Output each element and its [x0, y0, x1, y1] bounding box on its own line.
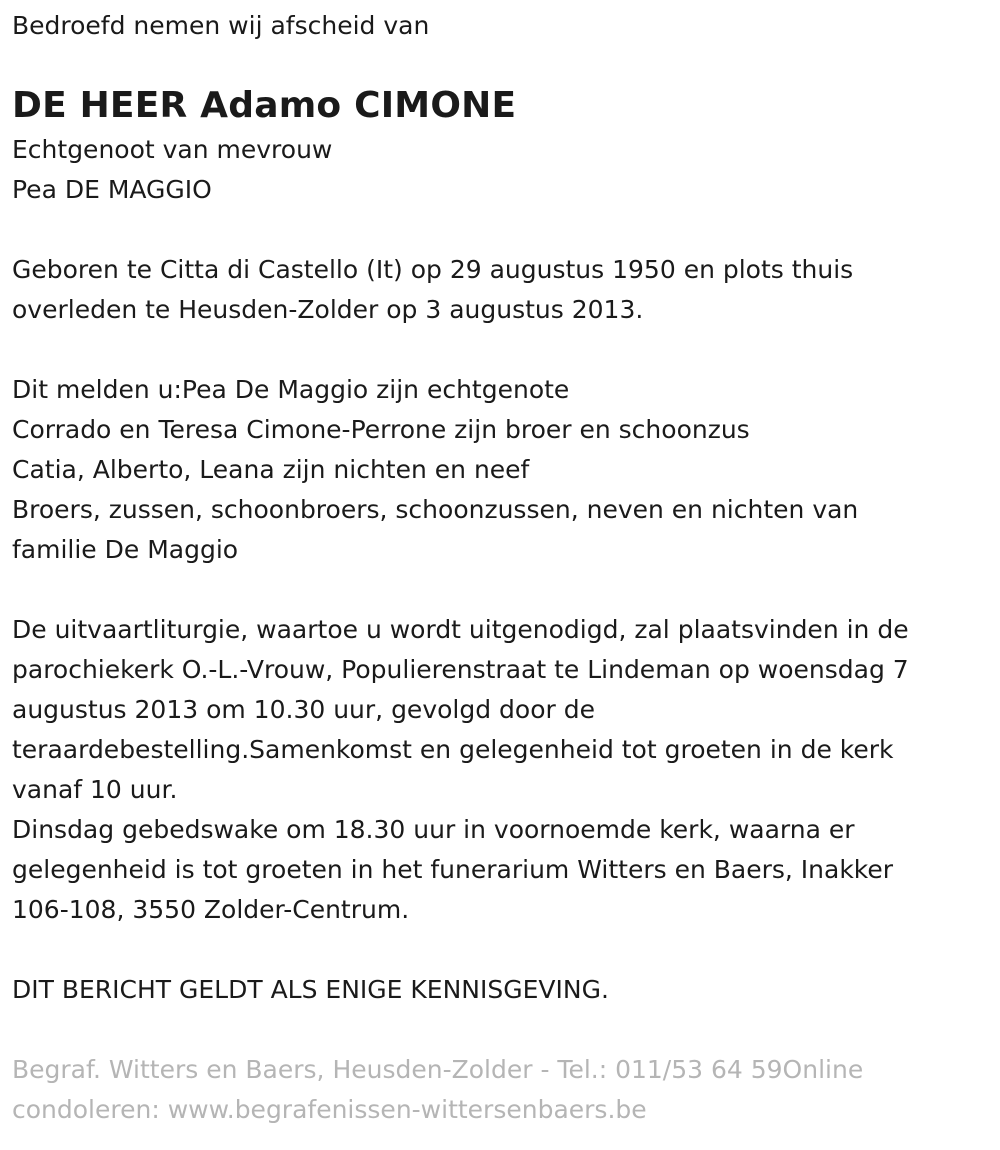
birth-death-line: Geboren te Citta di Castello (It) op 29 augustus 1950 en plots thuis [12, 255, 854, 284]
footer-line: Begraf. Witters en Baers, Heusden-Zolder - Tel.: 011/53 64 59Online [12, 1055, 864, 1084]
funeral-line: vanaf 10 uur. [12, 775, 178, 804]
funeral-section [12, 610, 988, 930]
intro-text: Bedroefd nemen wij afscheid van [12, 11, 430, 40]
deceased-name: DE HEER Adamo CIMONE [12, 85, 517, 126]
footer-section [12, 1050, 988, 1130]
family-line: Catia, Alberto, Leana zijn nichten en neef [12, 455, 530, 484]
family-line: Dit melden u:Pea De Maggio zijn echtgenote [12, 375, 570, 404]
spouse-line: Echtgenoot van mevrouw [12, 135, 333, 164]
footer-line: condoleren: www.begrafenissen-wittersenbaers.be [12, 1095, 647, 1124]
birth-death-section [12, 250, 988, 330]
funeral-line: augustus 2013 om 10.30 uur, gevolgd door de [12, 695, 595, 724]
funeral-line: parochiekerk O.-L.-Vrouw, Populierenstraat te Lindeman op woensdag 7 [12, 655, 909, 684]
birth-death-line: overleden te Heusden-Zolder op 3 augustus 2013. [12, 295, 644, 324]
funeral-line: gelegenheid is tot groeten in het funerarium Witters en Baers, Inakker [12, 855, 894, 884]
spouse-name: Pea DE MAGGIO [12, 175, 212, 204]
funeral-line: De uitvaartliturgie, waartoe u wordt uitgenodigd, zal plaatsvinden in de [12, 615, 909, 644]
family-line: Corrado en Teresa Cimone-Perrone zijn broer en schoonzus [12, 415, 750, 444]
funeral-line: Dinsdag gebedswake om 18.30 uur in voornoemde kerk, waarna er [12, 815, 855, 844]
notice-section [12, 970, 988, 1010]
spouse-section [12, 130, 988, 210]
family-line: familie De Maggio [12, 535, 239, 564]
family-line: Broers, zussen, schoonbroers, schoonzussen, neven en nichten van [12, 495, 859, 524]
funeral-line: 106-108, 3550 Zolder-Centrum. [12, 895, 410, 924]
official-notice: DIT BERICHT GELDT ALS ENIGE KENNISGEVING. [12, 975, 609, 1004]
family-section [12, 370, 988, 570]
funeral-line: teraardebestelling.Samenkomst en gelegenheid tot groeten in de kerk [12, 735, 894, 764]
